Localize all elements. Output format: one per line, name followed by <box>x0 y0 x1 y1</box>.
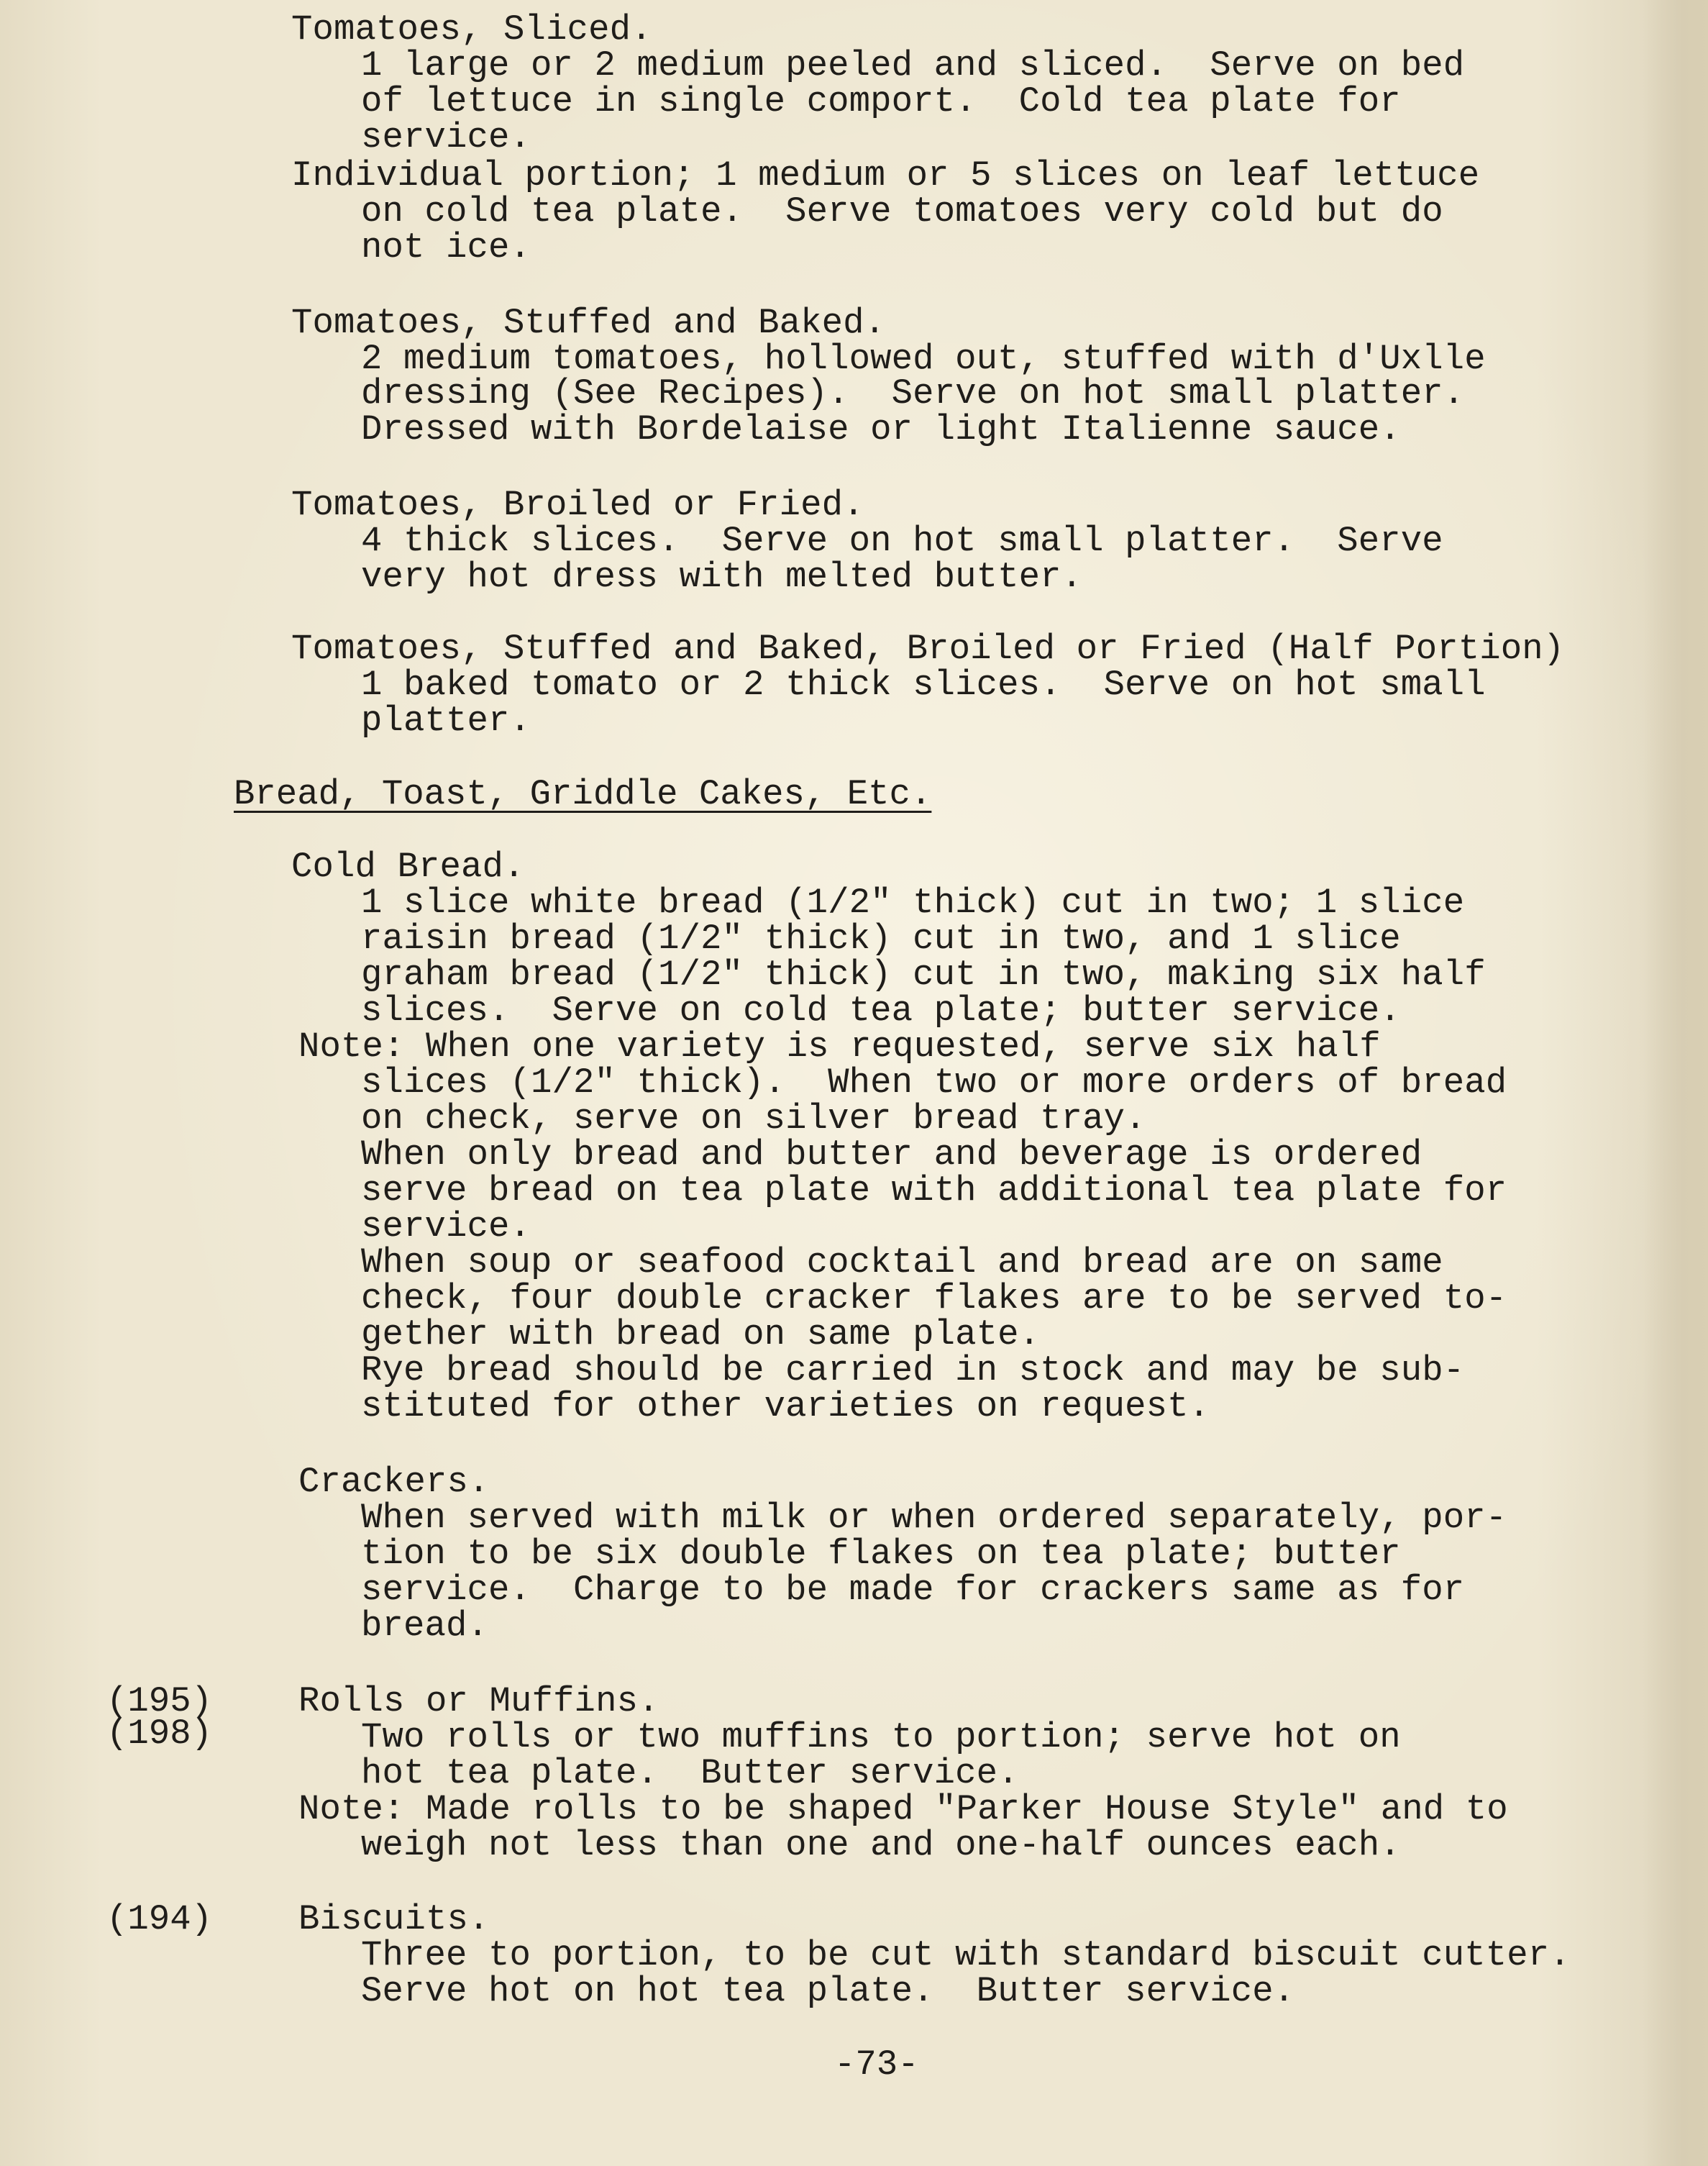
text-line: 1 baked tomato or 2 thick slices. Serve on hot small <box>361 665 1486 705</box>
text-line: slices. Serve on cold tea plate; butter service. <box>361 991 1401 1031</box>
section-title: Crackers. <box>298 1462 490 1502</box>
recipe-code: (198) <box>106 1714 213 1754</box>
text-line: When soup or seafood cocktail and bread are on same <box>361 1242 1443 1283</box>
text-line: check, four double cracker flakes are to be served to- <box>361 1278 1507 1319</box>
text-line: very hot dress with melted butter. <box>361 557 1083 597</box>
section-title: Tomatoes, Stuffed and Baked, Broiled or Fried (Half Portion) <box>291 629 1565 669</box>
text-line: not ice. <box>361 227 531 268</box>
section-title: Biscuits. <box>298 1899 490 1939</box>
section-title: Tomatoes, Sliced. <box>291 9 652 50</box>
section-title: Tomatoes, Broiled or Fried. <box>291 485 864 525</box>
text-line: tion to be six double flakes on tea plate; butter <box>361 1534 1401 1574</box>
text-line: 4 thick slices. Serve on hot small platter. Serve <box>361 521 1443 561</box>
note-line: Individual portion; 1 medium or 5 slices on leaf lettuce <box>291 155 1480 196</box>
text-line: 2 medium tomatoes, hollowed out, stuffed with d'Uxlle <box>361 339 1486 379</box>
text-line: raisin bread (1/2" thick) cut in two, and 1 slice <box>361 919 1401 959</box>
text-line: service. Charge to be made for crackers same as for <box>361 1570 1465 1610</box>
text-line: Rye bread should be carried in stock and may be sub- <box>361 1350 1465 1391</box>
text-line: on check, serve on silver bread tray. <box>361 1098 1146 1139</box>
text-line: service. <box>361 117 531 158</box>
recipe-code: (195) <box>106 1681 213 1721</box>
note-line: Note: Made rolls to be shaped "Parker House Style" and to <box>298 1789 1508 1829</box>
text-line: When only bread and butter and beverage is ordered <box>361 1134 1422 1175</box>
text-line: Serve hot on hot tea plate. Butter service. <box>361 1971 1295 2011</box>
page-number: -73- <box>834 2044 919 2085</box>
text-line: of lettuce in single comport. Cold tea plate for <box>361 81 1401 122</box>
text-line: weigh not less than one and one-half ounces each. <box>361 1825 1401 1865</box>
text-line: bread. <box>361 1606 489 1646</box>
text-line: gether with bread on same plate. <box>361 1314 1041 1355</box>
text-line: slices (1/2" thick). When two or more orders of bread <box>361 1062 1507 1103</box>
page-edge <box>1643 0 1708 2166</box>
text-line: When served with milk or when ordered separately, por- <box>361 1498 1507 1538</box>
text-line: 1 slice white bread (1/2" thick) cut in two; 1 slice <box>361 883 1465 923</box>
section-heading: Bread, Toast, Griddle Cakes, Etc. <box>234 774 932 814</box>
section-title: Tomatoes, Stuffed and Baked. <box>291 303 886 343</box>
text-line: serve bread on tea plate with additional tea plate for <box>361 1170 1507 1211</box>
text-line: Dressed with Bordelaise or light Italienne sauce. <box>361 409 1401 450</box>
text-line: hot tea plate. Butter service. <box>361 1753 1019 1793</box>
text-line: 1 large or 2 medium peeled and sliced. Serve on bed <box>361 45 1465 86</box>
text-line: graham bread (1/2" thick) cut in two, making six half <box>361 955 1486 995</box>
recipe-code: (194) <box>106 1899 213 1939</box>
section-title: Cold Bread. <box>291 847 525 887</box>
text-line: on cold tea plate. Serve tomatoes very cold but do <box>361 191 1443 232</box>
text-line: stituted for other varieties on request. <box>361 1386 1210 1426</box>
note-line: Note: When one variety is requested, serve six half <box>298 1027 1381 1067</box>
text-line: Three to portion, to be cut with standard biscuit cutter. <box>361 1935 1571 1975</box>
text-line: Two rolls or two muffins to portion; serve hot on <box>361 1717 1401 1757</box>
text-line: dressing (See Recipes). Serve on hot small platter. <box>361 373 1465 414</box>
section-title: Rolls or Muffins. <box>298 1681 659 1721</box>
text-line: service. <box>361 1206 531 1247</box>
text-line: platter. <box>361 701 531 741</box>
